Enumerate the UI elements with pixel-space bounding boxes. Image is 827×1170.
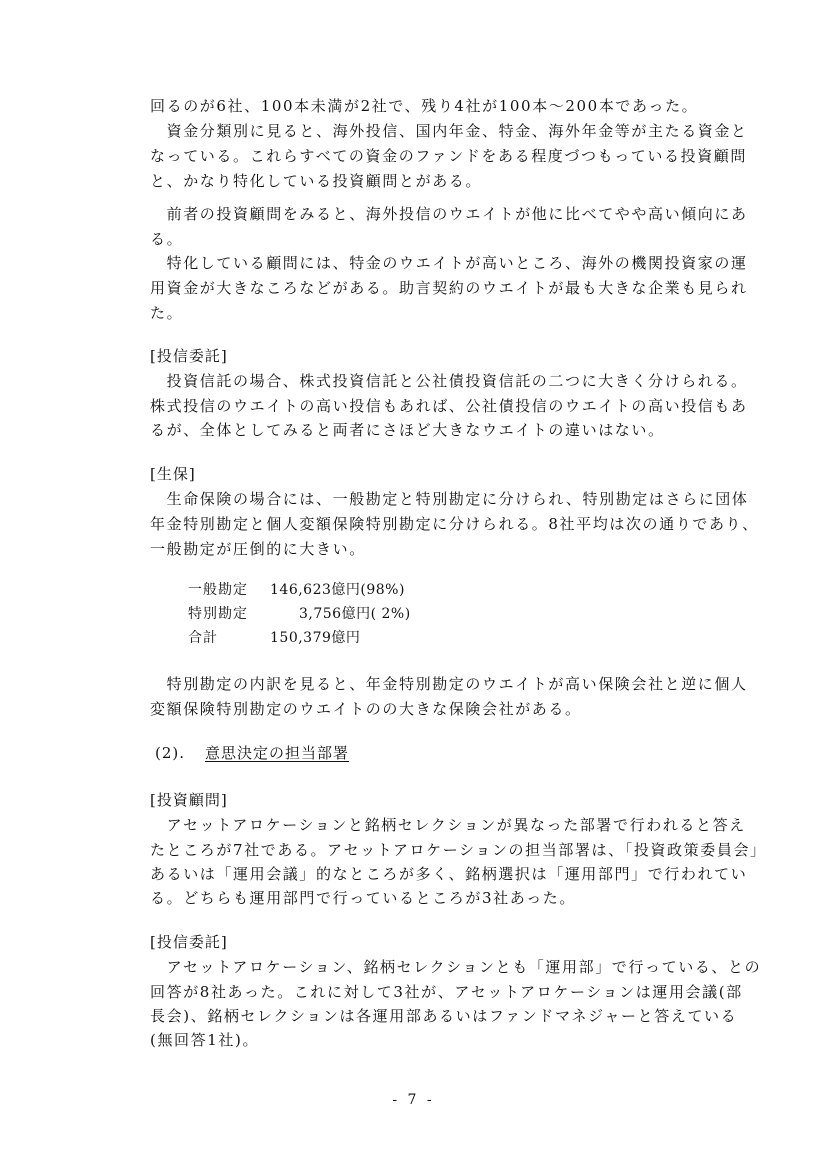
account-table-row xyxy=(188,628,448,648)
account-table-row xyxy=(188,604,448,624)
account-label: 特別勘定 xyxy=(188,606,248,622)
paragraph-line: アセットアロケーション、銘柄セレクションとも「運用部」で行っている、との xyxy=(150,958,762,976)
paragraph-line: 年金特別勘定と個人変額保険特別勘定に分けられる。8社平均は次の通りであり、 xyxy=(150,515,759,533)
paragraph-line: 回答が8社あった。これに対して3社が、アセットアロケーションは運用会議(部 xyxy=(150,983,743,1001)
paragraph-line: 回るのが6社、100本未満が2社で、残り4社が100本〜200本であった。 xyxy=(150,97,699,115)
section-heading-komon: [投資顧問] xyxy=(150,791,228,809)
paragraph-line: なっている。これらすべての資金のファンドをある程度づつもっている投資顧問 xyxy=(150,147,748,165)
paragraph-line: 資金分類別に見ると、海外投信、国内年金、特金、海外年金等が主たる資金と xyxy=(150,122,748,140)
account-label: 合計 xyxy=(188,630,218,646)
account-label: 一般勘定 xyxy=(188,582,248,598)
section-heading-toushin: [投信委託] xyxy=(150,933,228,951)
paragraph-line: あるいは「運用会議」的なところが多く、銘柄選択は「運用部門」で行われてい xyxy=(150,865,748,883)
section-heading-seiho: [生保] xyxy=(150,465,196,483)
paragraph-line: た。 xyxy=(150,304,184,322)
page-number: - 7 - xyxy=(392,1092,435,1108)
section-heading-toushin: [投信委託] xyxy=(150,347,228,365)
paragraph-line: (無回答1社)。 xyxy=(150,1031,260,1049)
account-value: 150,379億円 xyxy=(270,630,361,646)
paragraph-line: 特化している顧問には、特金のウエイトが高いところ、海外の機関投資家の運 xyxy=(150,254,748,272)
paragraph-line: たところが7社である。アセットアロケーションの担当部署は、「投資政策委員会」 xyxy=(150,841,767,859)
paragraph-line: るが、全体としてみると両者にさほど大きなウエイトの違いはない。 xyxy=(150,421,665,439)
paragraph-line: 一般勘定が圧倒的に大きい。 xyxy=(150,540,366,558)
paragraph-line: 生命保険の場合には、一般勘定と特別勘定に分けられ、特別勘定はさらに団体 xyxy=(150,490,749,508)
paragraph-line: 投資信託の場合、株式投資信託と公社債投資信託の二つに大きく分けられる。 xyxy=(150,372,748,390)
paragraph-line: 変額保険特別勘定のウエイトのの大きな保険会社がある。 xyxy=(150,700,582,718)
paragraph-line: アセットアロケーションと銘柄セレクションが異なった部署で行われると答え xyxy=(150,816,746,834)
paragraph-line: 長会)、銘柄セレクションは各運用部あるいはファンドマネジャーと答えている xyxy=(150,1007,738,1025)
section-title: 意思決定の担当部署 xyxy=(205,744,350,762)
paragraph-line: る。どちらも運用部門で行っているところが3社あった。 xyxy=(150,889,576,907)
paragraph-line: 用資金が大きなころなどがある。助言契約のウエイトが最も大きな企業も見られ xyxy=(150,279,748,297)
paragraph-line: 特別勘定の内訳を見ると、年金特別勘定のウエイトが高い保険会社と逆に個人 xyxy=(150,675,748,693)
paragraph-line: 株式投信のウエイトの高い投信もあれば、公社債投信のウエイトの高い投信もあ xyxy=(150,397,748,415)
paragraph-line: る。 xyxy=(150,230,184,248)
account-value: 146,623億円(98%) xyxy=(270,582,405,598)
account-table-row xyxy=(188,580,448,600)
account-value: 3,756億円( 2%) xyxy=(270,606,411,622)
section-number: (2). xyxy=(155,744,186,762)
paragraph-line: 前者の投資顧問をみると、海外投信のウエイトが他に比べてやや高い傾向にあ xyxy=(150,205,748,223)
paragraph-line: と、かなり特化している投資顧問とがある。 xyxy=(150,172,483,190)
